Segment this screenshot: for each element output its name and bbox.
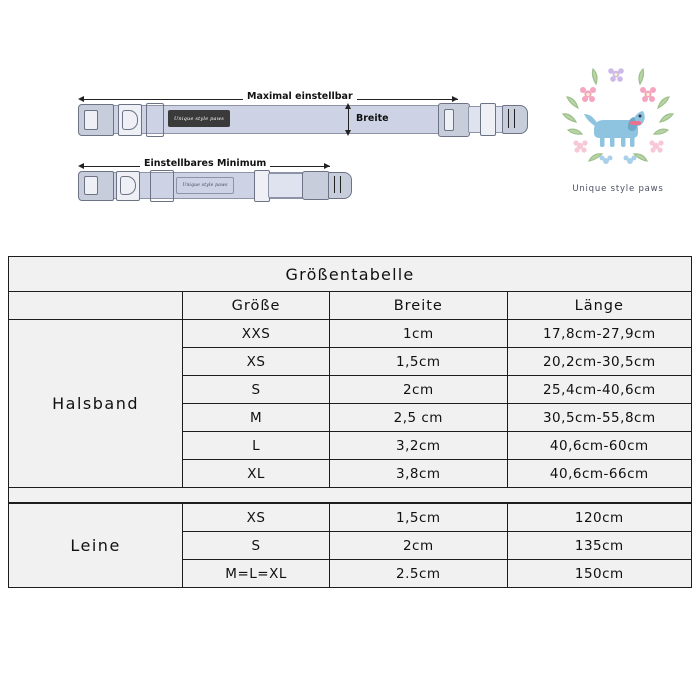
header-size: Größe bbox=[183, 292, 330, 320]
dachshund-icon bbox=[584, 111, 645, 147]
cell-size: XXS bbox=[183, 320, 330, 348]
buckle-slot bbox=[84, 110, 98, 130]
cell-width: 2cm bbox=[330, 532, 508, 560]
min-dimension-label: Einstellbares Minimum bbox=[140, 158, 270, 169]
size-table-wrap bbox=[8, 256, 692, 588]
cell-size: M bbox=[183, 404, 330, 432]
table-title: Größentabelle bbox=[9, 257, 692, 292]
buckle-end-cap bbox=[502, 105, 528, 134]
d-ring-icon bbox=[122, 110, 138, 130]
table-spacer bbox=[9, 488, 692, 503]
cell-width: 2cm bbox=[330, 376, 508, 404]
cell-length: 120cm bbox=[507, 504, 691, 532]
side-release-buckle-female bbox=[438, 103, 470, 137]
table-row bbox=[9, 504, 692, 532]
cell-width: 3,8cm bbox=[330, 460, 508, 488]
cell-width: 3,2cm bbox=[330, 432, 508, 460]
cell-length: 20,2cm-30,5cm bbox=[507, 348, 691, 376]
min-slider-adjuster bbox=[150, 170, 174, 202]
cell-width: 1cm bbox=[330, 320, 508, 348]
max-dim-arrow-left bbox=[78, 96, 84, 102]
cell-size: XS bbox=[183, 348, 330, 376]
max-dim-arrow-right bbox=[452, 96, 458, 102]
tail-slider bbox=[480, 103, 496, 136]
cell-length: 30,5cm-55,8cm bbox=[507, 404, 691, 432]
brand-tag: Unique style paws bbox=[168, 110, 230, 127]
width-dimension-label: Breite bbox=[356, 113, 389, 124]
cell-size: XS bbox=[183, 504, 330, 532]
cell-length: 150cm bbox=[507, 560, 691, 588]
cell-length: 135cm bbox=[507, 532, 691, 560]
cell-width: 1,5cm bbox=[330, 348, 508, 376]
cell-length: 40,6cm-66cm bbox=[507, 460, 691, 488]
min-buckle-female bbox=[302, 171, 330, 200]
cell-size: XL bbox=[183, 460, 330, 488]
slider-adjuster bbox=[146, 103, 164, 137]
width-dimension-line bbox=[348, 105, 349, 132]
cell-size: M=L=XL bbox=[183, 560, 330, 588]
table-header-row bbox=[9, 292, 692, 320]
size-table-collar bbox=[8, 256, 692, 503]
header-length: Länge bbox=[507, 292, 691, 320]
cell-size: S bbox=[183, 376, 330, 404]
section-label-halsband: Halsband bbox=[9, 320, 183, 488]
table-row bbox=[9, 320, 692, 348]
header-blank bbox=[9, 292, 183, 320]
table-spacer-row bbox=[9, 488, 692, 503]
cell-length: 25,4cm-40,6cm bbox=[507, 376, 691, 404]
product-diagram bbox=[0, 0, 700, 245]
max-dimension-label: Maximal einstellbar bbox=[243, 91, 357, 102]
min-buckle-slot bbox=[84, 176, 98, 195]
min-end-cap-line-1 bbox=[334, 176, 335, 193]
min-dim-arrow-right bbox=[324, 163, 330, 169]
size-table-leash bbox=[8, 503, 692, 588]
brand-name: Unique style paws bbox=[572, 184, 664, 194]
min-end-cap-line-2 bbox=[340, 176, 341, 193]
buckle-female-slot bbox=[444, 109, 454, 131]
section-label-leine: Leine bbox=[9, 504, 183, 588]
table-title-row bbox=[9, 257, 692, 292]
min-tail-strap bbox=[268, 173, 304, 198]
cell-width: 2,5 cm bbox=[330, 404, 508, 432]
cell-size: S bbox=[183, 532, 330, 560]
cell-width: 1,5cm bbox=[330, 504, 508, 532]
end-cap-line-1 bbox=[508, 109, 509, 128]
header-width: Breite bbox=[330, 292, 508, 320]
min-brand-tag: Unique style paws bbox=[176, 177, 234, 194]
cell-length: 40,6cm-60cm bbox=[507, 432, 691, 460]
floral-wreath-icon bbox=[558, 60, 678, 178]
width-dim-arrow-up bbox=[345, 103, 351, 109]
end-cap-line-2 bbox=[514, 109, 515, 128]
width-dim-arrow-down bbox=[345, 130, 351, 136]
brand-logo bbox=[558, 60, 678, 200]
cell-size: L bbox=[183, 432, 330, 460]
cell-length: 17,8cm-27,9cm bbox=[507, 320, 691, 348]
min-dim-arrow-left bbox=[78, 163, 84, 169]
cell-width: 2.5cm bbox=[330, 560, 508, 588]
